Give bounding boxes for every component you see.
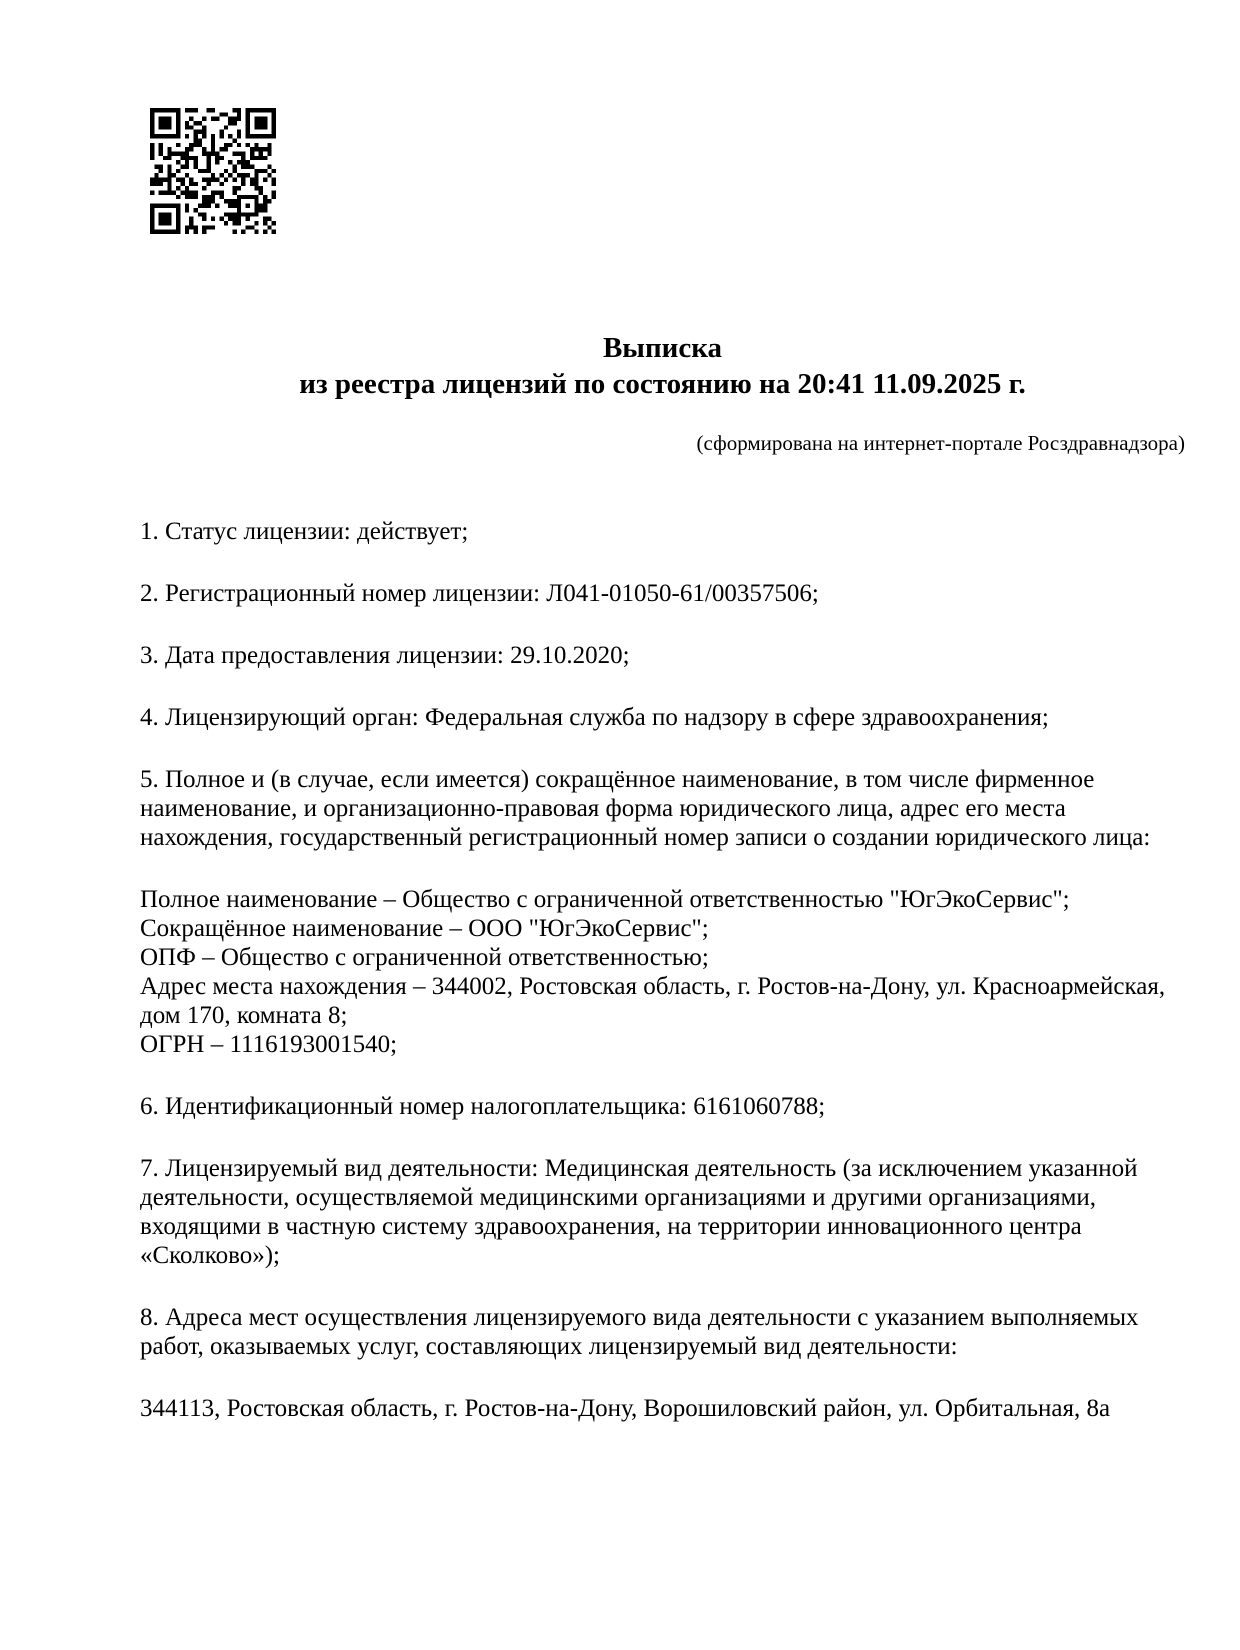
paragraph-license-status: 1. Статус лицензии: действует;	[140, 518, 469, 545]
line-short-name: Сокращённое наименование – ООО "ЮгЭкоСервис";	[140, 915, 709, 942]
paragraph-registration-number: 2. Регистрационный номер лицензии: Л041-01050-61/00357506;	[140, 580, 819, 607]
document-body	[140, 517, 1185, 1456]
paragraph-inn: 6. Идентификационный номер налогоплательщика: 6161060788;	[140, 1093, 826, 1120]
paragraph-grant-date: 3. Дата предоставления лицензии: 29.10.2020;	[140, 642, 630, 669]
line-opf: ОПФ – Общество с ограниченной ответственностью;	[140, 944, 709, 971]
line-legal-address: Адрес места нахождения – 344002, Ростовская область, г. Ростов-на-Дону, ул. Красноармейская, дом 170, комната 8;	[140, 973, 1166, 1029]
title-line-1: Выписка	[602, 332, 723, 364]
paragraph-work-addresses-intro: 8. Адреса мест осуществления лицензируемого вида деятельности с указанием выполняемых работ, оказываемых услуг, составляющих лицензируемый вид деятельности:	[140, 1304, 1139, 1360]
paragraph-licensing-authority: 4. Лицензирующий орган: Федеральная служба по надзору в сфере здравоохранения;	[140, 704, 1049, 731]
document-title	[140, 330, 1185, 402]
paragraph-activity-type: 7. Лицензируемый вид деятельности: Медицинская деятельность (за исключением указанной деятельности, осуществляемой медицинскими организациями и другими организациями, входящими в частную систему здравоохранения, на территории инновационного центра «Сколково»);	[140, 1155, 1138, 1269]
paragraph-work-address: 344113, Ростовская область, г. Ростов-на-Дону, Ворошиловский район, ул. Орбитальная, 8а	[140, 1395, 1111, 1422]
qr-code-icon	[150, 108, 276, 234]
title-line-2: из реестра лицензий по состоянию на 20:41 11.09.2025 г.	[299, 368, 1026, 400]
line-full-name: Полное наименование – Общество с ограниченной ответственностью "ЮгЭкоСервис";	[140, 886, 1070, 913]
paragraph-entity-intro: 5. Полное и (в случае, если имеется) сокращённое наименование, в том числе фирменное наименование, и организационно-правовая форма юридического лица, адрес его места нахождения, государственный регистрационный номер записи о создании юридического лица:	[140, 766, 1151, 851]
entity-details-block	[140, 885, 1185, 1059]
line-ogrn: ОГРН – 1116193001540;	[140, 1031, 398, 1058]
document-subtitle: (сформирована на интернет-портале Росздравнадзора)	[696, 431, 1185, 455]
